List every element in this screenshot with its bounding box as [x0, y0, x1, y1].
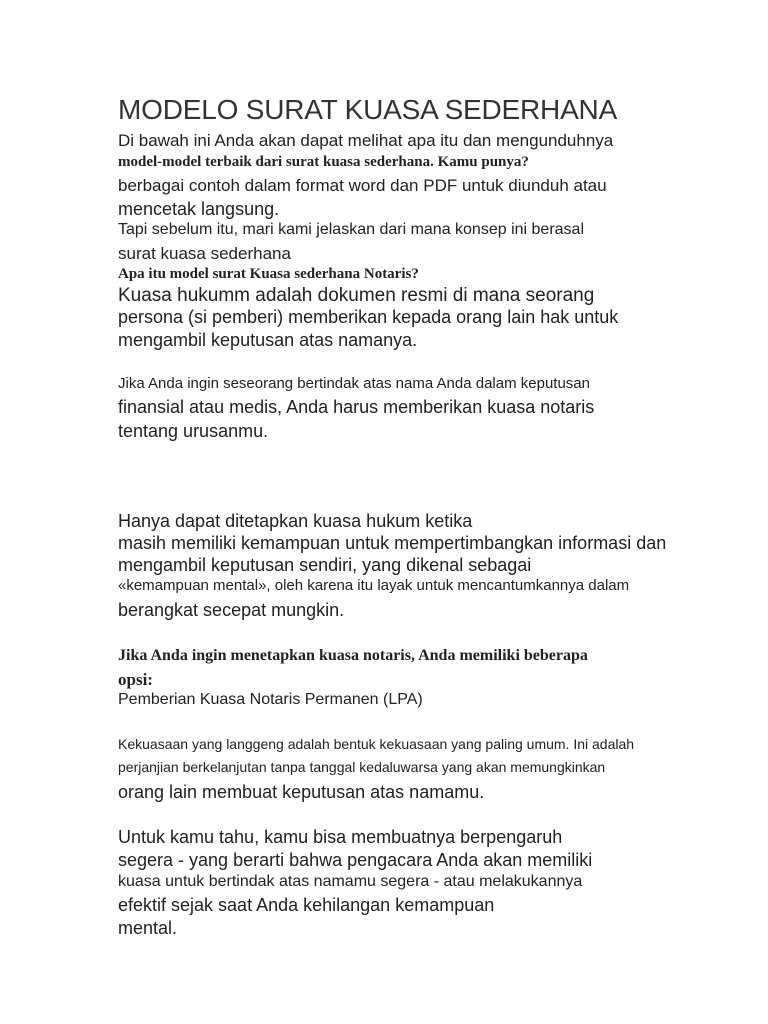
subheading: Pemberian Kuasa Notaris Permanen (LPA) [118, 691, 423, 708]
section-heading: Jika Anda ingin menetapkan kuasa notaris, Anda memiliki beberapa [118, 647, 588, 664]
paragraph-line: kuasa untuk bertindak atas namamu segera - atau melakukannya [118, 873, 583, 890]
definition-line: persona (si pemberi) memberikan kepada orang lain hak untuk [118, 307, 619, 327]
intro-line: model-model terbaik dari surat kuasa sederhana. Kamu punya? [118, 154, 529, 170]
intro-line: berbagai contoh dalam format word dan PDF untuk diunduh atau [118, 176, 607, 195]
paragraph-line: efektif sejak saat Anda kehilangan kemampuan [118, 895, 495, 915]
paragraph-line: segera - yang berarti bahwa pengacara Anda akan memiliki [118, 850, 593, 870]
paragraph-line: berangkat secepat mungkin. [118, 600, 345, 620]
intro-line: Tapi sebelum itu, mari kami jelaskan dari mana konsep ini berasal [118, 221, 584, 238]
section-heading: Apa itu model surat Kuasa sederhana Notaris? [118, 266, 419, 282]
paragraph-line: «kemampuan mental», oleh karena itu layak untuk mencantumkannya dalam [118, 577, 630, 594]
paragraph-line: Jika Anda ingin seseorang bertindak atas nama Anda dalam keputusan [118, 375, 590, 392]
intro-line: surat kuasa sederhana [118, 244, 291, 263]
page-title: MODELO SURAT KUASA SEDERHANA [118, 94, 618, 125]
paragraph-line: orang lain membuat keputusan atas namamu. [118, 782, 485, 802]
intro-line: Di bawah ini Anda akan dapat melihat apa itu dan mengunduhnya [118, 131, 614, 150]
paragraph-line: finansial atau medis, Anda harus memberikan kuasa notaris [118, 397, 595, 417]
definition-line: Kuasa hukumm adalah dokumen resmi di mana seorang [118, 285, 595, 306]
intro-line: mencetak langsung. [118, 199, 280, 219]
paragraph-line: Untuk kamu tahu, kamu bisa membuatnya berpengaruh [118, 827, 563, 847]
paragraph-line: mengambil keputusan sendiri, yang dikenal sebagai [118, 555, 532, 575]
paragraph-line: perjanjian berkelanjutan tanpa tanggal kedaluwarsa yang akan memungkinkan [118, 759, 606, 775]
paragraph-line: Hanya dapat ditetapkan kuasa hukum ketika [118, 511, 473, 531]
paragraph-line: mental. [118, 918, 178, 938]
section-heading: opsi: [118, 670, 153, 689]
paragraph-line: tentang urusanmu. [118, 421, 269, 441]
definition-line: mengambil keputusan atas namanya. [118, 330, 418, 350]
paragraph-line: masih memiliki kemampuan untuk mempertimbangkan informasi dan [118, 533, 667, 553]
paragraph-line: Kekuasaan yang langgeng adalah bentuk kekuasaan yang paling umum. Ini adalah [118, 736, 635, 752]
